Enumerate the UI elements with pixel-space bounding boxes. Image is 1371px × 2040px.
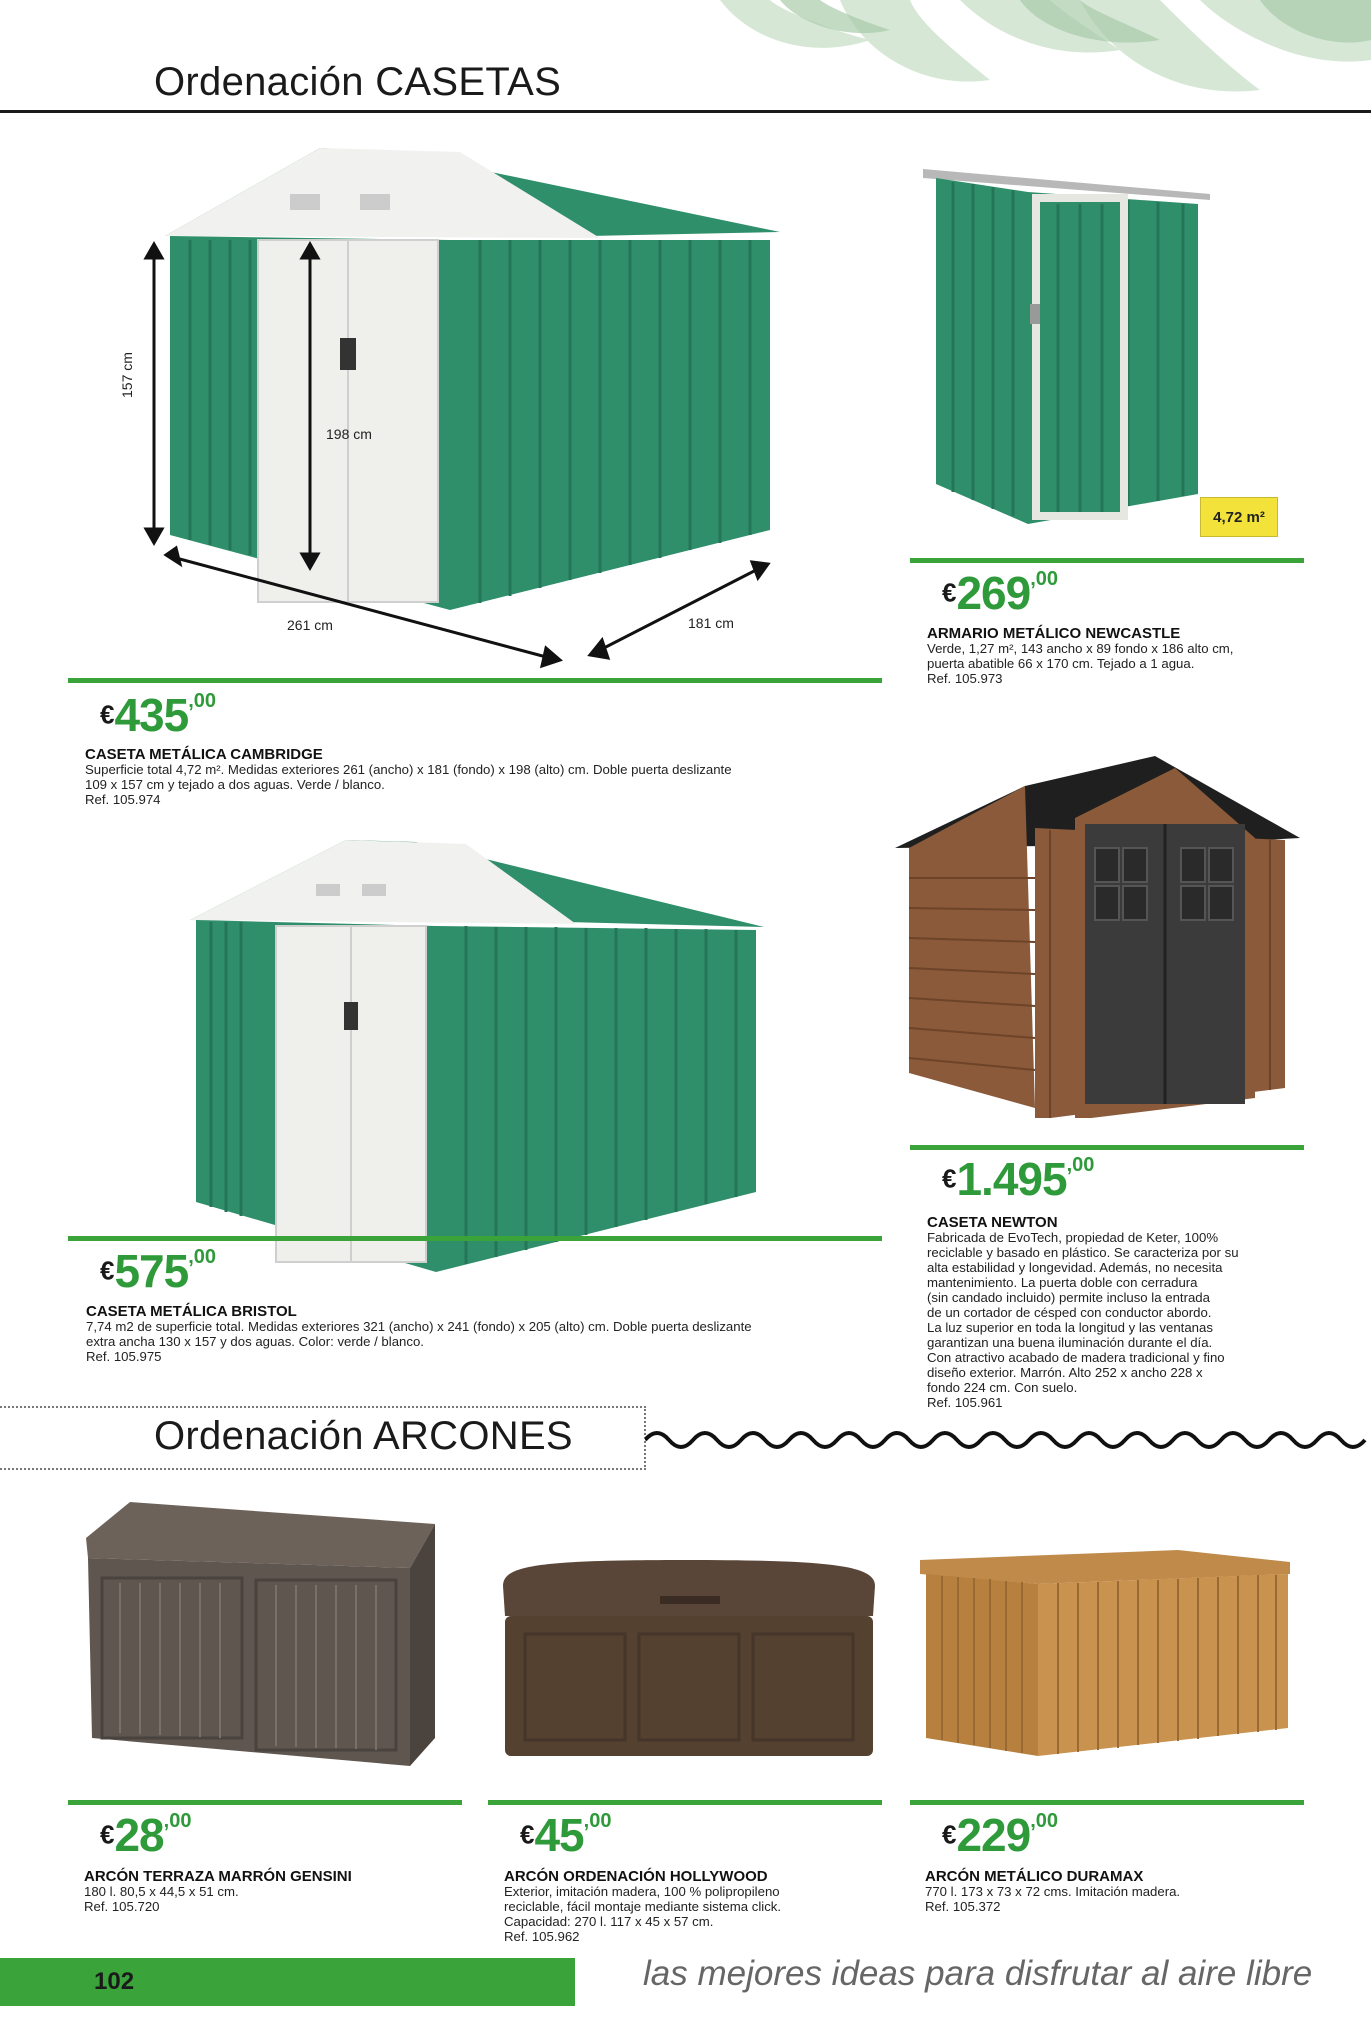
footer-bar: [0, 1958, 575, 2006]
newcastle-shed-image: [918, 164, 1218, 534]
bristol-shed-image: [186, 832, 766, 1272]
duramax-price: €229,00: [942, 1809, 1059, 1861]
wave-decoration: [645, 1425, 1371, 1455]
cambridge-shed-image: [130, 140, 810, 670]
gensini-rule: [68, 1800, 462, 1805]
newcastle-rule: [910, 558, 1304, 563]
newton-shed-image: [895, 728, 1300, 1118]
newcastle-price: €269,00: [942, 567, 1059, 619]
dim-label-181: 181 cm: [688, 615, 734, 631]
gensini-chest-image: [80, 1498, 440, 1768]
hollywood-rule: [488, 1800, 882, 1805]
duramax-desc: 770 l. 173 x 73 x 72 cms. Imitación madera. Ref. 105.372: [925, 1884, 1181, 1914]
gensini-desc: 180 l. 80,5 x 44,5 x 51 cm. Ref. 105.720: [84, 1884, 239, 1914]
hollywood-desc: Exterior, imitación madera, 100 % polipropileno reciclable, fácil montaje mediante sistema click. Capacidad: 270 l. 117 x 45 x 57 cm. Ref. 105.962: [504, 1884, 782, 1944]
hollywood-chest-image: [495, 1556, 881, 1756]
bristol-rule: [68, 1236, 882, 1241]
dim-label-261: 261 cm: [287, 617, 333, 633]
dim-label-198: 198 cm: [326, 426, 372, 442]
cambridge-price: €435,00: [100, 689, 217, 741]
cambridge-name: CASETA METÁLICA CAMBRIDGE: [85, 746, 323, 763]
newton-name: CASETA NEWTON: [927, 1214, 1058, 1231]
dim-label-157: 157 cm: [119, 352, 135, 398]
leaves-decoration: [660, 0, 1371, 110]
page-number: 102: [94, 1968, 135, 1995]
hollywood-name: ARCÓN ORDENACIÓN HOLLYWOOD: [504, 1868, 768, 1885]
newton-price: €1.495,00: [942, 1153, 1095, 1205]
duramax-chest-image: [918, 1548, 1293, 1758]
newcastle-name: ARMARIO METÁLICO NEWCASTLE: [927, 625, 1181, 642]
bristol-price: €575,00: [100, 1245, 217, 1297]
newton-desc: Fabricada de EvoTech, propiedad de Keter, 100% reciclable y basado en plástico. Se caracteriza por su alta estabilidad y longevidad. Además, no necesita mantenimiento. La puerta doble con cerradura (sin candado incluido) permite incluso la entrada de un cortador de césped con conductor abordo. La luz superior en toda la longitud y las ventanas garantizan una buena iluminación durante el día. Con atractivo acabado de madera tradicional y fino diseño exterior. Marrón. Alto 252 x ancho 228 x fondo 224 cm. Con suelo. Ref. 105.961: [927, 1230, 1239, 1410]
cambridge-rule: [68, 678, 882, 683]
newton-rule: [910, 1145, 1304, 1150]
duramax-rule: [910, 1800, 1304, 1805]
duramax-name: ARCÓN METÁLICO DURAMAX: [925, 1868, 1144, 1885]
page-title: Ordenación CASETAS: [154, 60, 562, 104]
area-badge: 4,72 m²: [1200, 497, 1278, 537]
header-rule: [0, 110, 1371, 113]
hollywood-price: €45,00: [520, 1809, 612, 1861]
cambridge-desc: Superficie total 4,72 m². Medidas exteriores 261 (ancho) x 181 (fondo) x 198 (alto) cm. Doble puerta deslizante 109 x 157 cm y tejado a dos aguas. Verde / blanco. Ref. 105.974: [85, 762, 732, 807]
arcones-title: Ordenación ARCONES: [154, 1414, 573, 1458]
newcastle-desc: Verde, 1,27 m², 143 ancho x 89 fondo x 186 alto cm, puerta abatible 66 x 170 cm. Tejado a 1 agua. Ref. 105.973: [927, 641, 1234, 686]
bristol-name: CASETA METÁLICA BRISTOL: [86, 1303, 297, 1320]
bristol-desc: 7,74 m2 de superficie total. Medidas exteriores 321 (ancho) x 241 (fondo) x 205 (alto) cm. Doble puerta deslizante extra ancha 130 x 157 y dos aguas. Color: verde / blanco. Ref. 105.975: [86, 1319, 752, 1364]
gensini-name: ARCÓN TERRAZA MARRÓN GENSINI: [84, 1868, 352, 1885]
footer-tagline: las mejores ideas para disfrutar al aire libre: [643, 1954, 1313, 1993]
gensini-price: €28,00: [100, 1809, 192, 1861]
